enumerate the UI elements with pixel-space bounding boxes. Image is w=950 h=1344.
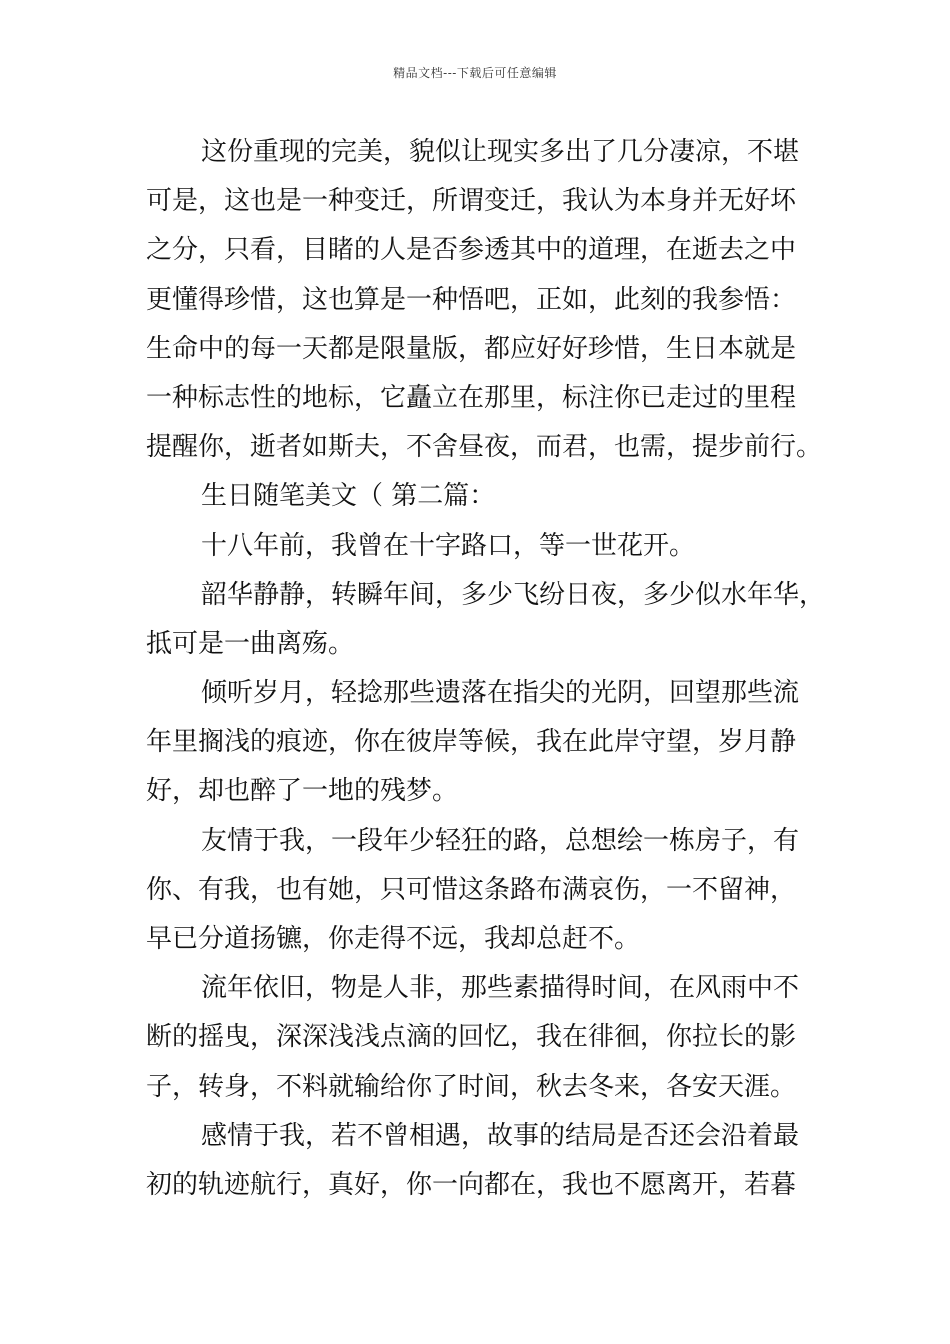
text-line: 更懂得珍惜，这也算是一种悟吧，正如，此刻的我参悟： <box>146 284 797 315</box>
text-line: 生命中的每一天都是限量版，都应好好珍惜，生日本就是 <box>146 333 797 364</box>
page-header: 精品文档---下载后可任意编辑 <box>393 66 557 80</box>
text-line: 倾听岁月，轻捻那些遗落在指尖的光阴，回望那些流 <box>201 678 800 709</box>
text-line: 好，却也醉了一地的残梦。 <box>146 776 459 807</box>
text-line: 韶华静静，转瞬年间，多少飞纷日夜，多少似水年华， <box>201 579 826 610</box>
text-line: 十八年前，我曾在十字路口，等一世花开。 <box>201 530 696 561</box>
text-line: 抵可是一曲离殇。 <box>146 628 355 659</box>
text-line: 断的摇曳，深深浅浅点滴的回忆，我在徘徊，你拉长的影 <box>146 1022 797 1053</box>
text-line: 可是，这也是一种变迁，所谓变迁，我认为本身并无好坏 <box>146 186 797 217</box>
document-body <box>146 128 826 1210</box>
text-line: 这份重现的完美，貌似让现实多出了几分凄凉，不堪 <box>201 137 800 167</box>
text-line: 提醒你，逝者如斯夫，不舍昼夜，而君，也需，提步前行。 <box>146 432 823 463</box>
text-line: 感情于我，若不曾相遇，故事的结局是否还会沿着最 <box>201 1120 800 1151</box>
text-line: 之分，只看，目睹的人是否参透其中的道理，在逝去之中 <box>146 235 797 266</box>
section-heading: 生日随笔美文（ 第二篇： <box>201 481 496 512</box>
text-line: 年里搁浅的痕迹，你在彼岸等候，我在此岸守望，岁月静 <box>146 727 797 758</box>
text-line: 流年依旧，物是人非，那些素描得时间，在风雨中不 <box>201 973 800 1004</box>
text-line: 你、有我，也有她，只可惜这条路布满哀伤，一不留神， <box>146 874 797 905</box>
text-line: 早已分道扬镳，你走得不远，我却总赶不。 <box>146 924 641 954</box>
text-line: 初的轨迹航行，真好，你一向都在，我也不愿离开，若暮 <box>146 1169 797 1200</box>
text-line: 一种标志性的地标，它矗立在那里，标注你已走过的里程 <box>146 382 797 413</box>
text-line: 友情于我，一段年少轻狂的路，总想绘一栋房子，有 <box>201 825 800 856</box>
text-line: 子，转身，不料就输给你了时间，秋去冬来，各安天涯。 <box>146 1071 797 1102</box>
